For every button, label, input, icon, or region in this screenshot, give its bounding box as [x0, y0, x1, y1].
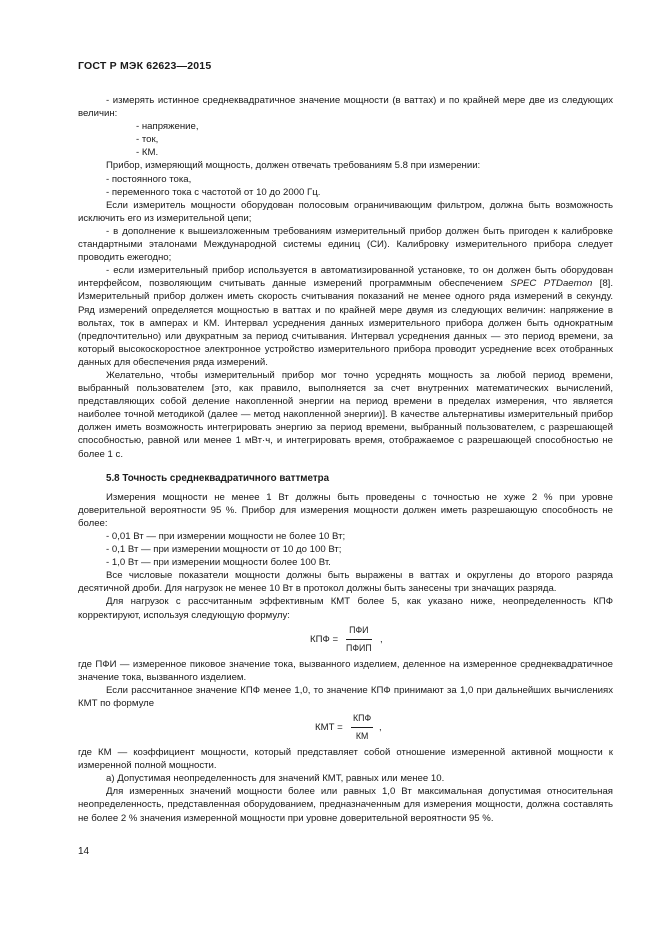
- paragraph: [78, 264, 613, 369]
- paragraph: Все числовые показатели мощности должны быть выражены в ваттах и округлены до второго разряда десятичной дроби. Для нагрузок не менее 10 Вт в протокол должны быть занесены три значащих разряда.: [78, 570, 613, 595]
- list-item: - напряжение,: [136, 121, 199, 133]
- formula-fraction: [346, 624, 372, 655]
- paragraph: где ПФИ — измеренное пиковое значение тока, вызванного изделием, деленное на измеренное среднеквадратичное значение тока, вызванного изделием.: [78, 658, 613, 683]
- paragraph-text: - если измерительный прибор используется в автоматизированной установке, то он должен быть оборудован интерфейсом, позволяющим считывать данные измерений программным обеспечением: [78, 265, 613, 290]
- list-item: - КМ.: [136, 147, 159, 159]
- document-body: [78, 94, 613, 825]
- formula-numerator: ПФИ: [346, 624, 372, 640]
- paragraph: Прибор, измеряющий мощность, должен отвечать требованиям 5.8 при измерении:: [106, 160, 481, 172]
- formula-kmt: [78, 710, 613, 746]
- section-heading: 5.8 Точность среднеквадратичного ваттметра: [106, 472, 330, 484]
- list-item: - переменного тока с частотой от 10 до 2000 Гц.: [106, 186, 321, 198]
- paragraph: Если измеритель мощности оборудован полосовым ограничивающим фильтром, должна быть возможность исключить его из измерительной цепи;: [78, 199, 613, 224]
- paragraph: а) Допустимая неопределенность для значений КМТ, равных или менее 10.: [106, 773, 445, 785]
- list-item: - ток,: [136, 134, 159, 146]
- formula-fraction: [351, 712, 373, 743]
- formula-kpf: [78, 622, 613, 658]
- list-item: - 1,0 Вт — при измерении мощности более 100 Вт.: [106, 557, 331, 569]
- paragraph: Для нагрузок с рассчитанным эффективным КМТ более 5, как указано ниже, неопределенность КПФ корректируют, используя следующую формулу:: [78, 596, 613, 621]
- formula-label: КПФ =: [310, 633, 339, 645]
- list-item: - 0,1 Вт — при измерении мощности от 10 до 100 Вт;: [106, 544, 342, 556]
- page-number: 14: [78, 846, 90, 857]
- list-item: - постоянного тока,: [106, 173, 192, 185]
- software-name: SPEC PTDaemon: [510, 278, 593, 290]
- paragraph: где КМ — коэффициент мощности, который представляет собой отношение измеренной активной мощности к измеренной полной мощности.: [78, 747, 613, 772]
- formula-denominator: ПФИП: [346, 642, 372, 653]
- paragraph: Если рассчитанное значение КПФ менее 1,0, то значение КПФ принимают за 1,0 при дальнейших вычислениях КМТ по формуле: [78, 684, 613, 709]
- formula-label: КМТ =: [315, 722, 343, 734]
- paragraph: - измерять истинное среднеквадратичное значение мощности (в ваттах) и по крайней мере две из следующих величин:: [78, 95, 613, 120]
- formula-comma: ,: [379, 722, 382, 734]
- paragraph: Желательно, чтобы измерительный прибор мог точно усреднять мощность за любой период времени, выбранный пользователем [это, как правило, выполняется за счет внутренних математических вычислений, представляющих собой деление накопленной энергии на период времени в пределах измерения, что является наиболее точной методикой (далее — метод накопленной энергии)]. В качестве альтернативы измерительный прибор должен иметь возможность интегрировать энергию за период времени, выбранный пользователем, с разрешающей способностью, равной или менее 1 мВт·ч, и интегрировать время, отображаемое с разрешающей способностью не более 1 с.: [78, 369, 613, 460]
- paragraph: - в дополнение к вышеизложенным требованиям измерительный прибор должен быть пригоден к калибровке стандартными эталонами Международной системы единиц (СИ). Калибровку измерительного прибора следует проводить ежегодно;: [78, 225, 613, 264]
- formula-denominator: КМ: [355, 731, 369, 742]
- formula-comma: ,: [380, 633, 383, 645]
- formula-numerator: КПФ: [351, 712, 373, 728]
- paragraph-text: [8]. Измерительный прибор должен иметь скорость считывания показаний не менее одного ряда измерений в секунду. Ряд измерений определяется мощностью в ваттах и по крайней мере двумя из следующих величин: напряжение в вольтах, ток в амперах и КМ. Интервал усреднения данных измерительного прибора должен быть однократным (предпочтительно) или двукратным за период считывания. Интервал усреднения данных — это период времени, за который высокоскоростное электронное устройство измерительного прибора проводит усреднение всех отобранных данных для обеспечения ряда измерений.: [78, 278, 614, 368]
- list-item: - 0,01 Вт — при измерении мощности не более 10 Вт;: [106, 531, 346, 542]
- paragraph: Измерения мощности не менее 1 Вт должны быть проведены с точностью не хуже 2 % при уровне доверительной вероятности 95 %. Прибор для измерения мощности должен иметь разрешающую способность не более:: [78, 491, 613, 529]
- paragraph: Для измеренных значений мощности более или равных 1,0 Вт максимальная допустимая относительная неопределенность, представленная оборудованием, предназначенным для измерения мощности, должна составлять не более 2 % значения измеренной мощности при уровне доверительной вероятности 95 %.: [78, 786, 613, 824]
- document-header: ГОСТ Р МЭК 62623—2015: [78, 60, 212, 72]
